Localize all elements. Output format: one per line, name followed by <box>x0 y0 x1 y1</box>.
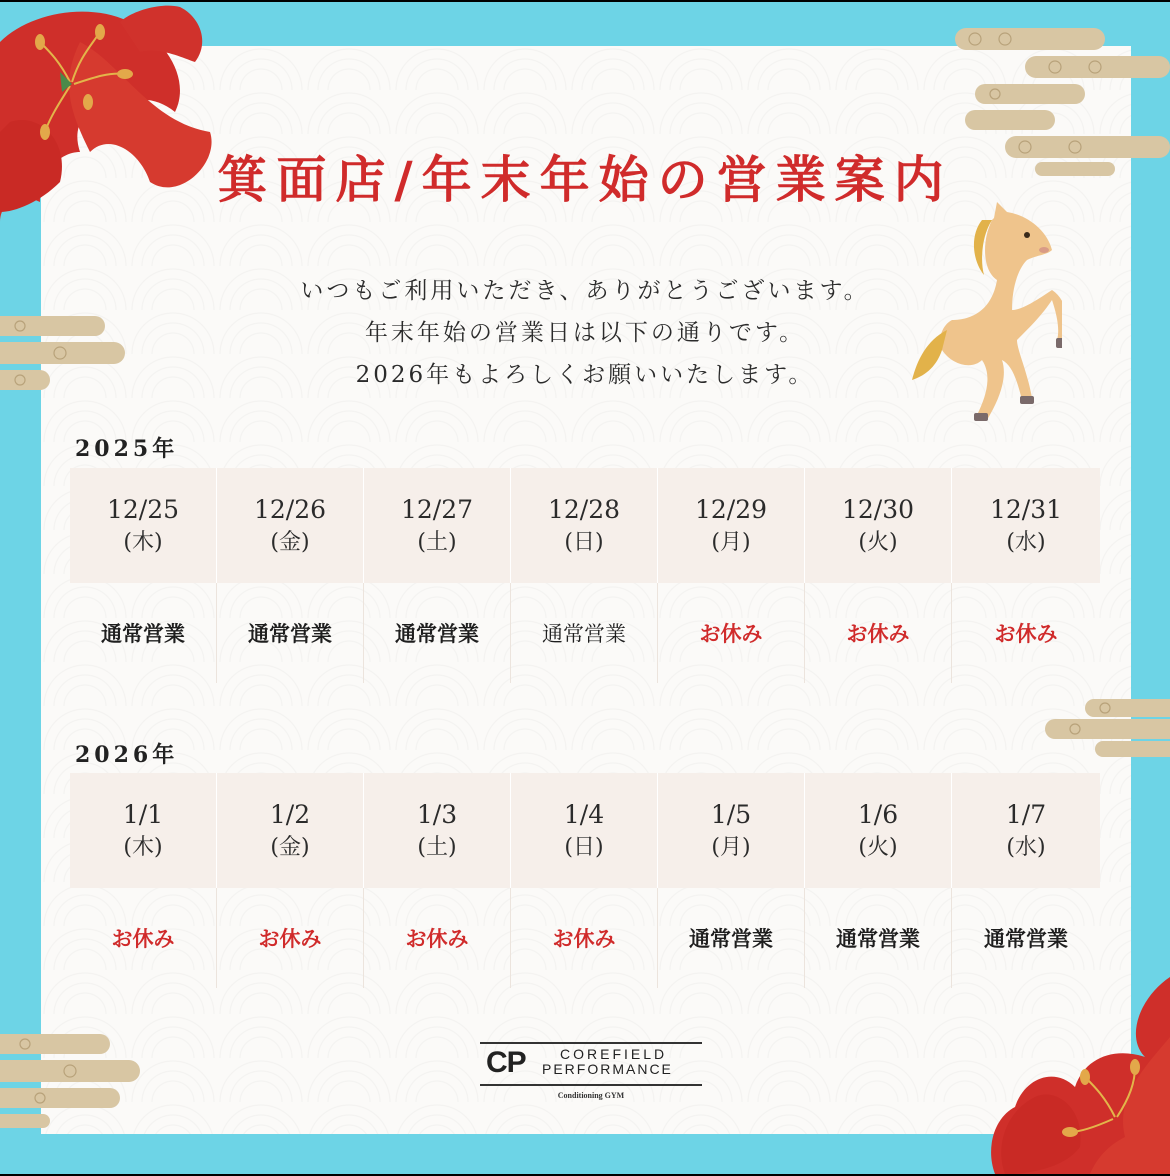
date-header-row <box>70 468 1100 583</box>
status-cell-open: 通常営業 <box>511 583 658 683</box>
weekday-label: (月) <box>711 834 751 860</box>
date-label: 12/30 <box>841 494 915 524</box>
date-header-cell <box>364 773 511 888</box>
year-label-2026: 2026年 <box>75 742 179 768</box>
weekday-label: (木) <box>123 834 163 860</box>
date-header-cell <box>364 468 511 583</box>
date-label: 1/7 <box>1005 799 1047 829</box>
status-cell-closed: お休み <box>217 888 364 988</box>
date-label: 12/28 <box>547 494 621 524</box>
gold-cloud-icon <box>1045 697 1170 757</box>
schedule-table-2026 <box>70 773 1100 988</box>
weekday-label: (火) <box>858 834 898 860</box>
status-cell-open: 通常営業 <box>984 927 1068 951</box>
date-header-cell <box>217 468 364 583</box>
logo-mark: CP <box>486 1046 526 1079</box>
date-header-cell <box>511 468 658 583</box>
schedule-table-2025 <box>70 468 1100 683</box>
status-cell-open: 通常営業 <box>70 583 217 683</box>
year-label-2025: 2025年 <box>75 436 179 462</box>
status-row <box>70 583 1100 683</box>
date-label: 1/5 <box>710 799 752 829</box>
weekday-label: (金) <box>270 529 310 555</box>
date-header-cell <box>70 773 217 888</box>
weekday-label: (木) <box>123 529 163 555</box>
page-title: 箕面店/年末年始の営業案内 <box>217 150 953 209</box>
status-cell-closed: お休み <box>658 583 805 683</box>
status-cell-closed: お休み <box>994 622 1058 646</box>
weekday-label: (金) <box>270 834 310 860</box>
date-header-cell <box>952 468 1100 583</box>
date-label: 12/29 <box>694 494 768 524</box>
weekday-label: (月) <box>711 529 751 555</box>
weekday-label: (土) <box>417 834 457 860</box>
date-label: 12/26 <box>253 494 327 524</box>
date-label: 12/31 <box>989 494 1063 524</box>
date-label: 1/1 <box>122 799 164 829</box>
date-header-cell <box>511 773 658 888</box>
date-header-cell <box>658 773 805 888</box>
date-header-cell <box>952 773 1100 888</box>
status-cell-closed: お休み <box>805 583 952 683</box>
status-row <box>70 888 1100 988</box>
date-label: 12/25 <box>106 494 180 524</box>
date-header-row <box>70 773 1100 888</box>
date-header-cell <box>70 468 217 583</box>
date-header-cell <box>658 468 805 583</box>
status-cell-closed: お休み <box>70 888 217 988</box>
weekday-label: (水) <box>1006 529 1046 555</box>
logo-line-2: PERFORMANCE <box>542 1061 673 1077</box>
intro-line: 年末年始の営業日は以下の通りです。 <box>364 320 806 346</box>
status-cell-closed: お休み <box>511 888 658 988</box>
brand-logo <box>480 1042 702 1102</box>
date-header-cell <box>805 773 952 888</box>
date-label: 1/4 <box>563 799 605 829</box>
status-cell-open: 通常営業 <box>364 583 511 683</box>
weekday-label: (火) <box>858 529 898 555</box>
weekday-label: (水) <box>1006 834 1046 860</box>
date-label: 1/6 <box>857 799 899 829</box>
date-header-cell <box>217 773 364 888</box>
date-label: 1/2 <box>269 799 311 829</box>
intro-line: 2026年もよろしくお願いいたします。 <box>355 362 815 388</box>
intro-line: いつもご利用いただき、ありがとうございます。 <box>300 278 870 304</box>
intro-message <box>0 270 1170 396</box>
status-cell-open: 通常営業 <box>217 583 364 683</box>
poster-frame <box>0 2 1170 1174</box>
logo-line-1: COREFIELD <box>560 1046 668 1062</box>
red-flower-icon <box>975 977 1170 1174</box>
status-cell-open: 通常営業 <box>658 888 805 988</box>
status-cell-open: 通常営業 <box>805 888 952 988</box>
gold-cloud-icon <box>0 1030 145 1130</box>
weekday-label: (日) <box>564 834 604 860</box>
weekday-label: (土) <box>417 529 457 555</box>
status-cell-closed: お休み <box>364 888 511 988</box>
date-header-cell <box>805 468 952 583</box>
logo-subtitle: Conditioning GYM <box>557 1091 625 1100</box>
weekday-label: (日) <box>564 529 604 555</box>
date-label: 1/3 <box>416 799 458 829</box>
date-label: 12/27 <box>400 494 474 524</box>
